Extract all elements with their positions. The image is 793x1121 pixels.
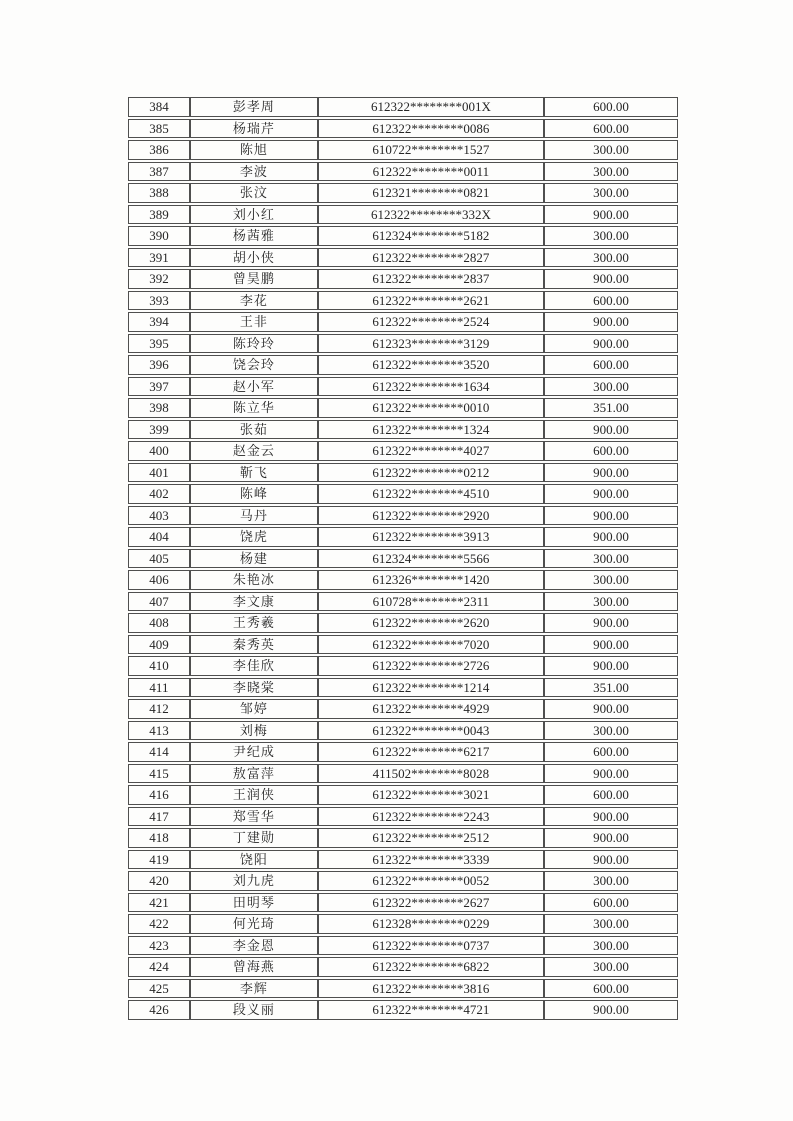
cell-amount: 600.00 xyxy=(544,785,678,805)
cell-id-number-masked: 612322********332X xyxy=(318,205,544,225)
cell-row-number: 420 xyxy=(128,871,190,891)
cell-amount: 300.00 xyxy=(544,248,678,268)
cell-row-number: 406 xyxy=(128,570,190,590)
cell-id-number-masked: 612322********6217 xyxy=(318,742,544,762)
cell-id-number-masked: 612322********3816 xyxy=(318,979,544,999)
table-row xyxy=(128,226,678,246)
table-row xyxy=(128,850,678,870)
cell-id-number-masked: 612322********4721 xyxy=(318,1000,544,1020)
cell-amount: 900.00 xyxy=(544,527,678,547)
cell-person-name: 李晓棠 xyxy=(190,678,318,698)
cell-row-number: 404 xyxy=(128,527,190,547)
cell-person-name: 张汶 xyxy=(190,183,318,203)
payment-roster-table xyxy=(128,95,678,1022)
table-row xyxy=(128,291,678,311)
cell-row-number: 410 xyxy=(128,656,190,676)
cell-person-name: 何光琦 xyxy=(190,914,318,934)
cell-id-number-masked: 612322********6822 xyxy=(318,957,544,977)
cell-amount: 600.00 xyxy=(544,119,678,139)
cell-id-number-masked: 610722********1527 xyxy=(318,140,544,160)
cell-person-name: 敖富萍 xyxy=(190,764,318,784)
cell-person-name: 靳飞 xyxy=(190,463,318,483)
table-row xyxy=(128,377,678,397)
cell-id-number-masked: 612322********2512 xyxy=(318,828,544,848)
table-row xyxy=(128,1000,678,1020)
cell-row-number: 389 xyxy=(128,205,190,225)
cell-row-number: 424 xyxy=(128,957,190,977)
cell-person-name: 陈旭 xyxy=(190,140,318,160)
table-row xyxy=(128,527,678,547)
cell-amount: 351.00 xyxy=(544,398,678,418)
cell-row-number: 409 xyxy=(128,635,190,655)
cell-amount: 900.00 xyxy=(544,764,678,784)
cell-id-number-masked: 612328********0229 xyxy=(318,914,544,934)
cell-id-number-masked: 612322********2827 xyxy=(318,248,544,268)
cell-amount: 900.00 xyxy=(544,484,678,504)
cell-person-name: 丁建勋 xyxy=(190,828,318,848)
cell-id-number-masked: 612322********0043 xyxy=(318,721,544,741)
table-row xyxy=(128,355,678,375)
cell-row-number: 399 xyxy=(128,420,190,440)
table-row xyxy=(128,613,678,633)
cell-amount: 900.00 xyxy=(544,850,678,870)
table-row xyxy=(128,420,678,440)
cell-row-number: 398 xyxy=(128,398,190,418)
table-row xyxy=(128,549,678,569)
cell-id-number-masked: 612322********0212 xyxy=(318,463,544,483)
cell-id-number-masked: 411502********8028 xyxy=(318,764,544,784)
cell-row-number: 415 xyxy=(128,764,190,784)
cell-person-name: 郑雪华 xyxy=(190,807,318,827)
cell-row-number: 412 xyxy=(128,699,190,719)
cell-row-number: 385 xyxy=(128,119,190,139)
cell-row-number: 403 xyxy=(128,506,190,526)
cell-amount: 900.00 xyxy=(544,613,678,633)
cell-amount: 300.00 xyxy=(544,183,678,203)
cell-amount: 300.00 xyxy=(544,721,678,741)
cell-person-name: 饶虎 xyxy=(190,527,318,547)
table-row xyxy=(128,506,678,526)
cell-id-number-masked: 612322********4510 xyxy=(318,484,544,504)
cell-row-number: 396 xyxy=(128,355,190,375)
cell-amount: 351.00 xyxy=(544,678,678,698)
cell-id-number-masked: 612321********0821 xyxy=(318,183,544,203)
cell-row-number: 394 xyxy=(128,312,190,332)
cell-amount: 600.00 xyxy=(544,355,678,375)
cell-id-number-masked: 612322********0010 xyxy=(318,398,544,418)
cell-person-name: 杨瑞芹 xyxy=(190,119,318,139)
cell-row-number: 423 xyxy=(128,936,190,956)
cell-id-number-masked: 612324********5182 xyxy=(318,226,544,246)
cell-person-name: 胡小侠 xyxy=(190,248,318,268)
table-row xyxy=(128,979,678,999)
cell-row-number: 413 xyxy=(128,721,190,741)
cell-person-name: 刘九虎 xyxy=(190,871,318,891)
table-row xyxy=(128,871,678,891)
cell-person-name: 李佳欣 xyxy=(190,656,318,676)
cell-row-number: 407 xyxy=(128,592,190,612)
cell-person-name: 曾昊鹏 xyxy=(190,269,318,289)
cell-row-number: 405 xyxy=(128,549,190,569)
cell-amount: 600.00 xyxy=(544,979,678,999)
table-row xyxy=(128,140,678,160)
cell-amount: 300.00 xyxy=(544,914,678,934)
cell-person-name: 张茹 xyxy=(190,420,318,440)
cell-person-name: 李波 xyxy=(190,162,318,182)
cell-person-name: 王润侠 xyxy=(190,785,318,805)
cell-person-name: 秦秀英 xyxy=(190,635,318,655)
cell-amount: 900.00 xyxy=(544,312,678,332)
table-row xyxy=(128,119,678,139)
table-row xyxy=(128,936,678,956)
table-row xyxy=(128,484,678,504)
cell-person-name: 邹婷 xyxy=(190,699,318,719)
cell-person-name: 段义丽 xyxy=(190,1000,318,1020)
cell-amount: 600.00 xyxy=(544,441,678,461)
cell-id-number-masked: 612322********0052 xyxy=(318,871,544,891)
table-row xyxy=(128,570,678,590)
cell-amount: 900.00 xyxy=(544,205,678,225)
cell-id-number-masked: 612322********1634 xyxy=(318,377,544,397)
cell-amount: 900.00 xyxy=(544,463,678,483)
cell-person-name: 刘小红 xyxy=(190,205,318,225)
cell-amount: 300.00 xyxy=(544,936,678,956)
table-row xyxy=(128,248,678,268)
cell-amount: 300.00 xyxy=(544,549,678,569)
cell-row-number: 386 xyxy=(128,140,190,160)
cell-id-number-masked: 612322********3520 xyxy=(318,355,544,375)
cell-amount: 300.00 xyxy=(544,957,678,977)
cell-id-number-masked: 612322********7020 xyxy=(318,635,544,655)
table-row xyxy=(128,742,678,762)
cell-row-number: 417 xyxy=(128,807,190,827)
cell-id-number-masked: 612322********2243 xyxy=(318,807,544,827)
table-row xyxy=(128,635,678,655)
cell-person-name: 尹纪成 xyxy=(190,742,318,762)
cell-id-number-masked: 612322********2621 xyxy=(318,291,544,311)
table-row xyxy=(128,205,678,225)
cell-amount: 300.00 xyxy=(544,592,678,612)
cell-id-number-masked: 612322********2726 xyxy=(318,656,544,676)
cell-id-number-masked: 612323********3129 xyxy=(318,334,544,354)
cell-id-number-masked: 612322********2524 xyxy=(318,312,544,332)
cell-id-number-masked: 612322********2627 xyxy=(318,893,544,913)
cell-row-number: 408 xyxy=(128,613,190,633)
table-row xyxy=(128,162,678,182)
table-body xyxy=(128,97,678,1020)
cell-row-number: 391 xyxy=(128,248,190,268)
table-row xyxy=(128,914,678,934)
table-row xyxy=(128,957,678,977)
cell-row-number: 395 xyxy=(128,334,190,354)
cell-amount: 600.00 xyxy=(544,97,678,117)
cell-person-name: 王秀羲 xyxy=(190,613,318,633)
cell-id-number-masked: 612326********1420 xyxy=(318,570,544,590)
table-row xyxy=(128,699,678,719)
cell-id-number-masked: 612324********5566 xyxy=(318,549,544,569)
cell-id-number-masked: 612322********3913 xyxy=(318,527,544,547)
cell-person-name: 陈立华 xyxy=(190,398,318,418)
cell-amount: 900.00 xyxy=(544,1000,678,1020)
cell-person-name: 王非 xyxy=(190,312,318,332)
cell-row-number: 393 xyxy=(128,291,190,311)
cell-row-number: 387 xyxy=(128,162,190,182)
cell-person-name: 马丹 xyxy=(190,506,318,526)
table-row xyxy=(128,893,678,913)
cell-id-number-masked: 612322********2620 xyxy=(318,613,544,633)
table-row xyxy=(128,398,678,418)
cell-row-number: 390 xyxy=(128,226,190,246)
cell-amount: 900.00 xyxy=(544,635,678,655)
cell-row-number: 402 xyxy=(128,484,190,504)
cell-amount: 900.00 xyxy=(544,506,678,526)
cell-row-number: 419 xyxy=(128,850,190,870)
cell-row-number: 392 xyxy=(128,269,190,289)
cell-amount: 900.00 xyxy=(544,828,678,848)
cell-row-number: 388 xyxy=(128,183,190,203)
cell-id-number-masked: 612322********2837 xyxy=(318,269,544,289)
table-row xyxy=(128,807,678,827)
cell-amount: 900.00 xyxy=(544,269,678,289)
cell-id-number-masked: 612322********4027 xyxy=(318,441,544,461)
cell-row-number: 421 xyxy=(128,893,190,913)
cell-person-name: 陈玲玲 xyxy=(190,334,318,354)
cell-person-name: 赵金云 xyxy=(190,441,318,461)
cell-amount: 900.00 xyxy=(544,807,678,827)
cell-row-number: 418 xyxy=(128,828,190,848)
cell-row-number: 414 xyxy=(128,742,190,762)
cell-person-name: 李金恩 xyxy=(190,936,318,956)
cell-row-number: 401 xyxy=(128,463,190,483)
cell-amount: 300.00 xyxy=(544,162,678,182)
table-row xyxy=(128,97,678,117)
cell-person-name: 田明琴 xyxy=(190,893,318,913)
cell-person-name: 曾海燕 xyxy=(190,957,318,977)
cell-id-number-masked: 610728********2311 xyxy=(318,592,544,612)
cell-id-number-masked: 612322********1214 xyxy=(318,678,544,698)
cell-row-number: 397 xyxy=(128,377,190,397)
table-row xyxy=(128,721,678,741)
cell-person-name: 杨建 xyxy=(190,549,318,569)
cell-id-number-masked: 612322********0011 xyxy=(318,162,544,182)
cell-id-number-masked: 612322********3021 xyxy=(318,785,544,805)
table-row xyxy=(128,463,678,483)
table-row xyxy=(128,828,678,848)
cell-id-number-masked: 612322********0086 xyxy=(318,119,544,139)
cell-id-number-masked: 612322********2920 xyxy=(318,506,544,526)
table-row xyxy=(128,592,678,612)
cell-person-name: 彭孝周 xyxy=(190,97,318,117)
cell-row-number: 425 xyxy=(128,979,190,999)
table-row xyxy=(128,269,678,289)
cell-person-name: 李文康 xyxy=(190,592,318,612)
cell-amount: 900.00 xyxy=(544,420,678,440)
cell-id-number-masked: 612322********0737 xyxy=(318,936,544,956)
cell-person-name: 李辉 xyxy=(190,979,318,999)
cell-amount: 300.00 xyxy=(544,871,678,891)
table-row xyxy=(128,312,678,332)
cell-amount: 300.00 xyxy=(544,570,678,590)
cell-row-number: 416 xyxy=(128,785,190,805)
cell-row-number: 426 xyxy=(128,1000,190,1020)
table-row xyxy=(128,785,678,805)
table-row xyxy=(128,656,678,676)
cell-amount: 600.00 xyxy=(544,291,678,311)
cell-person-name: 饶阳 xyxy=(190,850,318,870)
cell-person-name: 杨茜雅 xyxy=(190,226,318,246)
table-row xyxy=(128,183,678,203)
table-row xyxy=(128,441,678,461)
cell-person-name: 李花 xyxy=(190,291,318,311)
cell-amount: 300.00 xyxy=(544,226,678,246)
cell-person-name: 陈峰 xyxy=(190,484,318,504)
table-row xyxy=(128,334,678,354)
cell-person-name: 刘梅 xyxy=(190,721,318,741)
cell-person-name: 饶会玲 xyxy=(190,355,318,375)
cell-person-name: 朱艳冰 xyxy=(190,570,318,590)
cell-amount: 300.00 xyxy=(544,377,678,397)
cell-amount: 900.00 xyxy=(544,334,678,354)
cell-row-number: 400 xyxy=(128,441,190,461)
cell-amount: 900.00 xyxy=(544,699,678,719)
table-row xyxy=(128,678,678,698)
cell-person-name: 赵小军 xyxy=(190,377,318,397)
cell-amount: 300.00 xyxy=(544,140,678,160)
cell-amount: 600.00 xyxy=(544,893,678,913)
cell-amount: 600.00 xyxy=(544,742,678,762)
cell-id-number-masked: 612322********4929 xyxy=(318,699,544,719)
cell-id-number-masked: 612322********3339 xyxy=(318,850,544,870)
cell-id-number-masked: 612322********001X xyxy=(318,97,544,117)
table-row xyxy=(128,764,678,784)
cell-row-number: 422 xyxy=(128,914,190,934)
cell-amount: 900.00 xyxy=(544,656,678,676)
cell-row-number: 384 xyxy=(128,97,190,117)
cell-row-number: 411 xyxy=(128,678,190,698)
cell-id-number-masked: 612322********1324 xyxy=(318,420,544,440)
